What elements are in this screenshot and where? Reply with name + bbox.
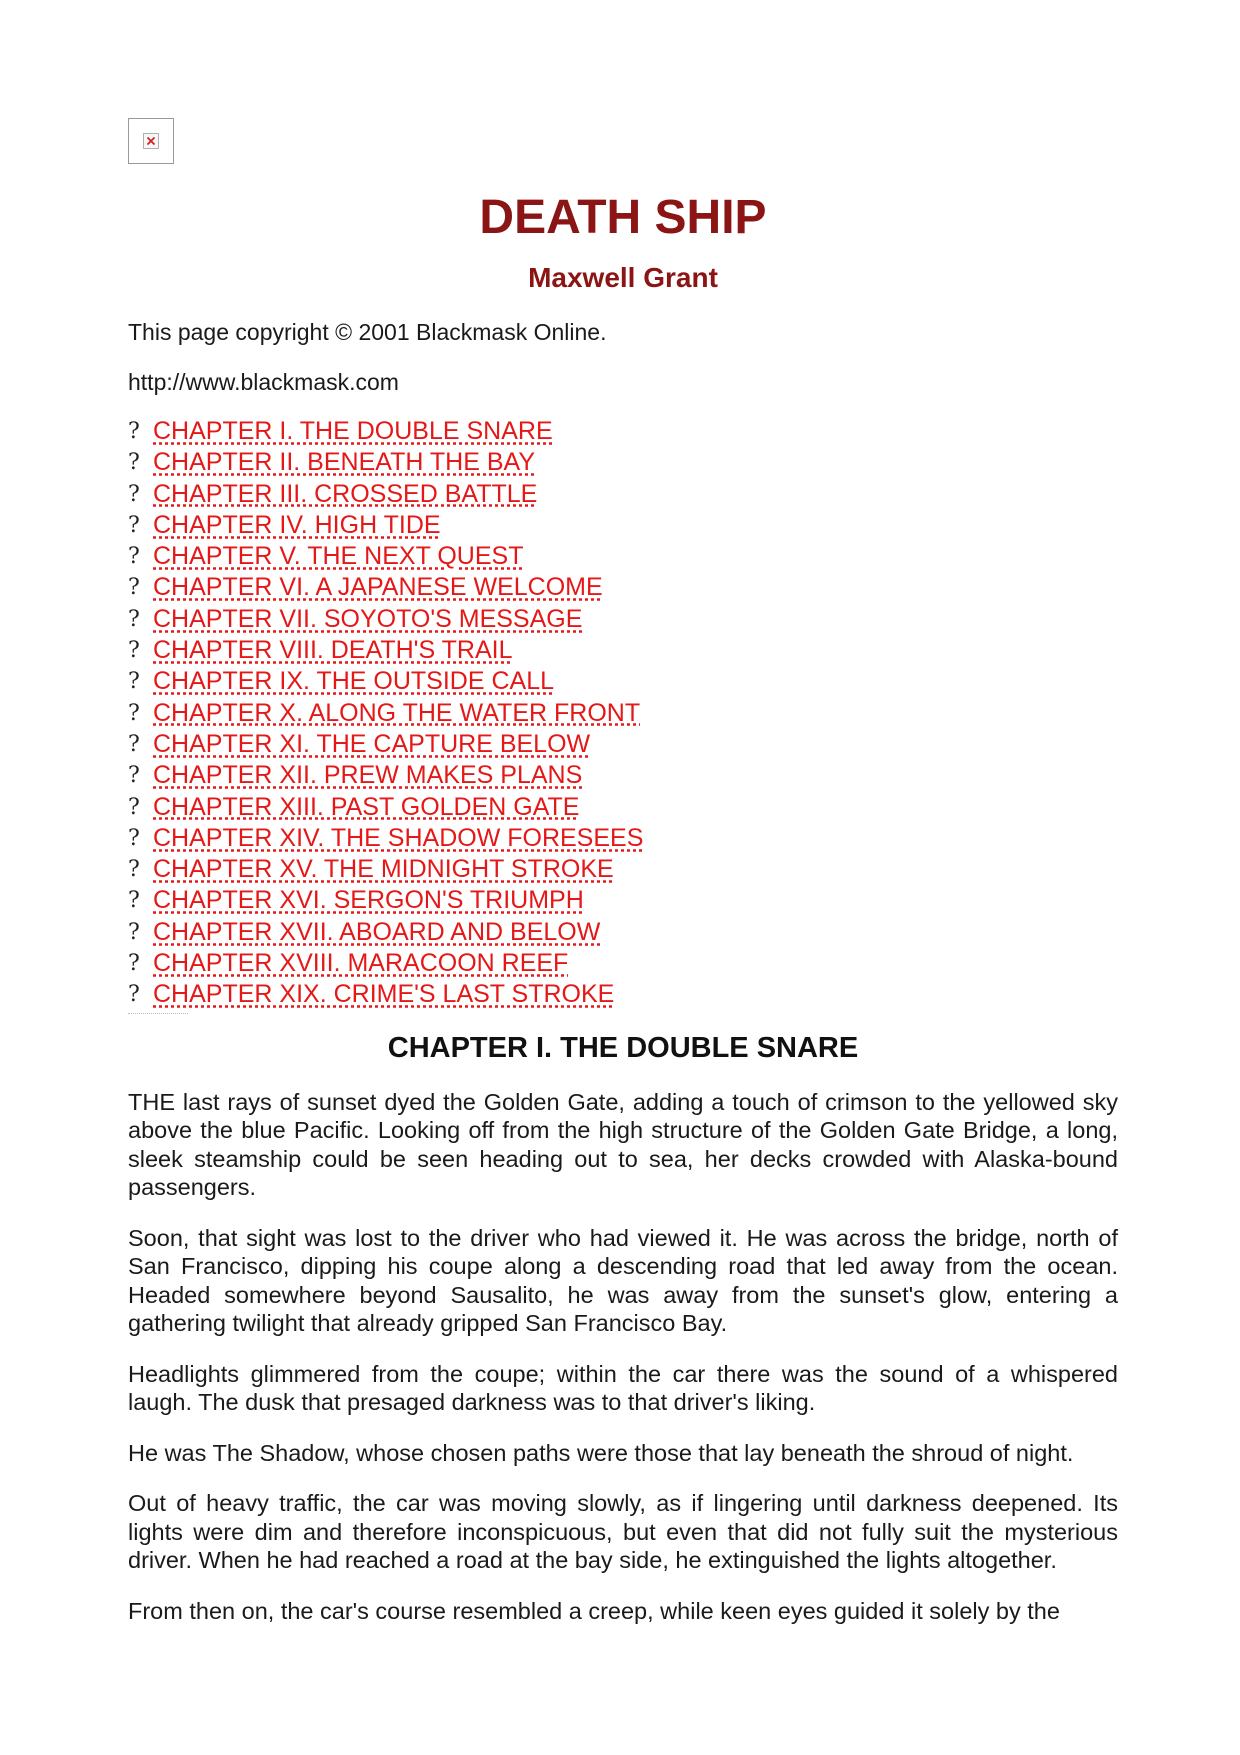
toc-link-chapter-11[interactable]: CHAPTER XI. THE CAPTURE BELOW <box>153 729 591 758</box>
toc-item <box>128 792 1118 823</box>
chapter-body <box>128 1088 1118 1626</box>
toc-bullet: ? <box>128 919 140 945</box>
toc-item <box>128 479 1118 510</box>
toc-link-chapter-2[interactable]: CHAPTER II. BENEATH THE BAY <box>153 448 536 477</box>
toc-bullet: ? <box>128 512 140 538</box>
toc-item <box>128 541 1118 572</box>
toc-link-chapter-12[interactable]: CHAPTER XII. PREW MAKES PLANS <box>153 761 583 790</box>
toc-link-chapter-15[interactable]: CHAPTER XV. THE MIDNIGHT STROKE <box>153 855 614 884</box>
toc-item <box>128 729 1118 760</box>
toc-bullet: ? <box>128 419 140 444</box>
toc-bullet: ? <box>128 700 140 726</box>
toc-bullet: ? <box>128 669 140 695</box>
toc-bullet: ? <box>128 544 140 570</box>
toc-item <box>128 666 1118 697</box>
toc-item <box>128 572 1118 603</box>
toc-item <box>128 979 1118 1010</box>
toc-item <box>128 854 1118 885</box>
source-url: http://www.blackmask.com <box>128 369 399 395</box>
toc-link-chapter-9[interactable]: CHAPTER IX. THE OUTSIDE CALL <box>153 667 555 696</box>
toc-bullet: ? <box>128 794 140 820</box>
body-paragraph: He was The Shadow, whose chosen paths were those that lay beneath the shroud of night. <box>128 1439 1074 1466</box>
toc-bullet: ? <box>128 450 140 476</box>
toc-link-chapter-8[interactable]: CHAPTER VIII. DEATH'S TRAIL <box>153 636 513 665</box>
chapter-heading: CHAPTER I. THE DOUBLE SNARE <box>387 1031 859 1064</box>
toc-link-chapter-5[interactable]: CHAPTER V. THE NEXT QUEST <box>153 542 524 571</box>
toc-link-chapter-16[interactable]: CHAPTER XVI. SERGON'S TRIUMPH <box>153 886 584 915</box>
toc-bullet: ? <box>128 857 140 883</box>
toc-link-chapter-19[interactable]: CHAPTER XIX. CRIME'S LAST STROKE <box>153 980 615 1009</box>
toc-link-chapter-7[interactable]: CHAPTER VII. SOYOTO'S MESSAGE <box>153 604 583 633</box>
book-title: DEATH SHIP <box>479 191 767 244</box>
copyright-notice: This page copyright © 2001 Blackmask Online. <box>128 319 607 345</box>
toc-item <box>128 447 1118 478</box>
toc-item <box>128 760 1118 791</box>
body-paragraph: THE last rays of sunset dyed the Golden Gate, adding a touch of crimson to the yellowed sky above the blue Pacific. Looking off from the high structure of the Golden Gate Bridge, a long, sleek steamship could be seen heading out to sea, her decks crowded with Alaska-bound passengers. <box>128 1088 1118 1201</box>
section-divider <box>128 1013 188 1020</box>
toc-item <box>128 948 1118 979</box>
toc-item <box>128 510 1118 541</box>
toc-link-chapter-6[interactable]: CHAPTER VI. A JAPANESE WELCOME <box>153 573 603 602</box>
toc-link-chapter-13[interactable]: CHAPTER XIII. PAST GOLDEN GATE <box>153 792 580 821</box>
toc-link-chapter-1[interactable]: CHAPTER I. THE DOUBLE SNARE <box>153 417 553 445</box>
body-paragraph: Headlights glimmered from the coupe; within the car there was the sound of a whispered laugh. The dusk that presaged darkness was to that driver's liking. <box>128 1360 1118 1416</box>
toc-bullet: ? <box>128 825 140 851</box>
toc-bullet: ? <box>128 638 140 664</box>
toc-link-chapter-17[interactable]: CHAPTER XVII. ABOARD AND BELOW <box>153 917 601 946</box>
toc-link-chapter-18[interactable]: CHAPTER XVIII. MARACOON REEF <box>153 949 569 978</box>
broken-image-icon <box>143 133 159 149</box>
toc-item <box>128 917 1118 948</box>
toc-item <box>128 416 1118 447</box>
toc-link-chapter-14[interactable]: CHAPTER XIV. THE SHADOW FORESEES <box>153 823 644 852</box>
toc-bullet: ? <box>128 481 140 507</box>
document-page <box>128 118 1118 1625</box>
toc-bullet: ? <box>128 731 140 757</box>
broken-image-placeholder <box>128 118 174 164</box>
toc-link-chapter-3[interactable]: CHAPTER III. CROSSED BATTLE <box>153 479 538 508</box>
toc-bullet: ? <box>128 763 140 789</box>
toc-item <box>128 604 1118 635</box>
toc-bullet: ? <box>128 606 140 632</box>
toc-bullet: ? <box>128 982 140 1008</box>
toc-item <box>128 635 1118 666</box>
body-paragraph: Soon, that sight was lost to the driver who had viewed it. He was across the bridge, north of San Francisco, dipping his coupe along a descending road that led away from the ocean. Headed somewhere beyond Sausalito, he was away from the sunset's glow, entering a gathering twilight that already gripped San Francisco Bay. <box>128 1224 1118 1337</box>
toc-bullet: ? <box>128 888 140 914</box>
toc-bullet: ? <box>128 951 140 977</box>
toc-bullet: ? <box>128 575 140 601</box>
toc-item <box>128 823 1118 854</box>
toc-link-chapter-4[interactable]: CHAPTER IV. HIGH TIDE <box>153 510 441 539</box>
toc-link-chapter-10[interactable]: CHAPTER X. ALONG THE WATER FRONT <box>153 698 641 727</box>
body-paragraph: From then on, the car's course resembled a creep, while keen eyes guided it solely by the <box>128 1597 1060 1624</box>
body-paragraph: Out of heavy traffic, the car was moving slowly, as if lingering until darkness deepened. Its lights were dim and therefore inconspicuous, but even that did not fully suit the mysterious driver. When he had reached a road at the bay side, he extinguished the lights altogether. <box>128 1490 1118 1574</box>
toc-item <box>128 885 1118 916</box>
toc-item <box>128 698 1118 729</box>
table-of-contents <box>128 416 1118 1011</box>
book-author: Maxwell Grant <box>528 262 718 293</box>
